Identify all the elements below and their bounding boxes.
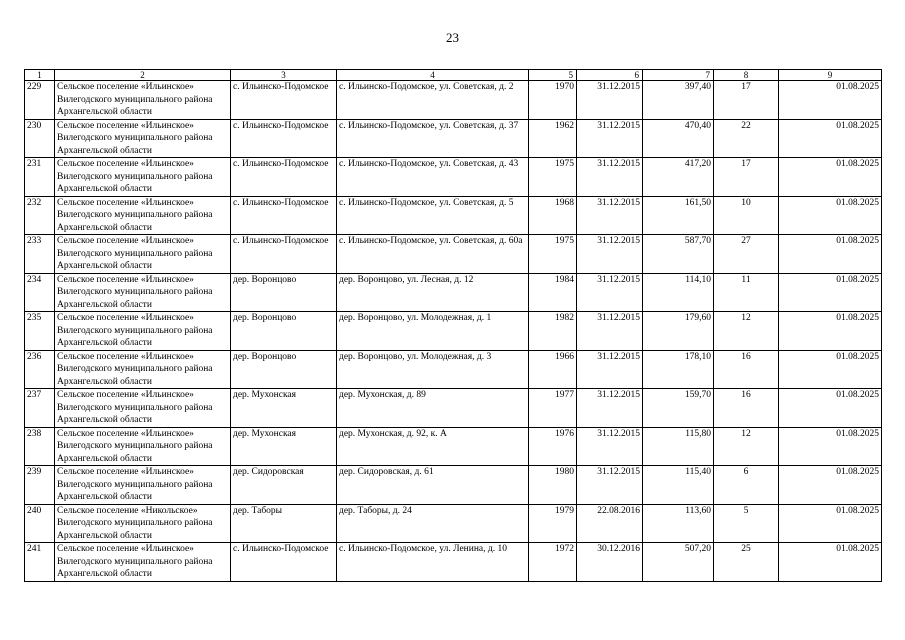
count-cell: 22 xyxy=(714,119,779,158)
address-cell: дер. Воронцово, ул. Лесная, д. 12 xyxy=(337,273,529,312)
address-cell: с. Ильинско-Подомское, ул. Советская, д. 37 xyxy=(337,119,529,158)
locality-cell: дер. Воронцово xyxy=(231,350,337,389)
area-cell: 178,10 xyxy=(643,350,714,389)
address-cell: дер. Мухонская, д. 92, к. А xyxy=(337,427,529,466)
table-row xyxy=(25,196,882,235)
table-row xyxy=(25,427,882,466)
locality-cell: с. Ильинско-Подомское xyxy=(231,81,337,120)
locality-cell: дер. Мухонская xyxy=(231,389,337,428)
date-cell: 30.12.2016 xyxy=(577,543,643,582)
deadline-cell: 01.08.2025 xyxy=(779,466,882,505)
row-number-cell: 236 xyxy=(25,350,55,389)
area-cell: 159,70 xyxy=(643,389,714,428)
deadline-cell: 01.08.2025 xyxy=(779,235,882,274)
table-row xyxy=(25,504,882,543)
table-row xyxy=(25,312,882,351)
year-cell: 1984 xyxy=(529,273,577,312)
row-number-cell: 241 xyxy=(25,543,55,582)
settlement-cell: Сельское поселение «Ильинское» Вилегодского муниципального района Архангельской области xyxy=(55,389,231,428)
count-cell: 11 xyxy=(714,273,779,312)
table-row xyxy=(25,350,882,389)
date-cell: 31.12.2015 xyxy=(577,81,643,120)
locality-cell: с. Ильинско-Подомское xyxy=(231,543,337,582)
locality-cell: с. Ильинско-Подомское xyxy=(231,158,337,197)
area-cell: 113,60 xyxy=(643,504,714,543)
locality-cell: с. Ильинско-Подомское xyxy=(231,119,337,158)
area-cell: 507,20 xyxy=(643,543,714,582)
count-cell: 12 xyxy=(714,427,779,466)
date-cell: 31.12.2015 xyxy=(577,119,643,158)
table-row xyxy=(25,466,882,505)
address-cell: дер. Таборы, д. 24 xyxy=(337,504,529,543)
area-cell: 161,50 xyxy=(643,196,714,235)
date-cell: 31.12.2015 xyxy=(577,273,643,312)
area-cell: 179,60 xyxy=(643,312,714,351)
area-cell: 115,40 xyxy=(643,466,714,505)
settlement-cell: Сельское поселение «Ильинское» Вилегодского муниципального района Архангельской области xyxy=(55,196,231,235)
count-cell: 25 xyxy=(714,543,779,582)
year-cell: 1975 xyxy=(529,235,577,274)
year-cell: 1972 xyxy=(529,543,577,582)
row-number-cell: 231 xyxy=(25,158,55,197)
deadline-cell: 01.08.2025 xyxy=(779,273,882,312)
settlement-cell: Сельское поселение «Никольское» Вилегодского муниципального района Архангельской области xyxy=(55,504,231,543)
locality-cell: с. Ильинско-Подомское xyxy=(231,235,337,274)
settlement-cell: Сельское поселение «Ильинское» Вилегодского муниципального района Архангельской области xyxy=(55,350,231,389)
count-cell: 6 xyxy=(714,466,779,505)
date-cell: 31.12.2015 xyxy=(577,427,643,466)
settlement-cell: Сельское поселение «Ильинское» Вилегодского муниципального района Архангельской области xyxy=(55,119,231,158)
area-cell: 397,40 xyxy=(643,81,714,120)
settlement-cell: Сельское поселение «Ильинское» Вилегодского муниципального района Архангельской области xyxy=(55,273,231,312)
locality-cell: с. Ильинско-Подомское xyxy=(231,196,337,235)
area-cell: 115,80 xyxy=(643,427,714,466)
count-cell: 16 xyxy=(714,389,779,428)
count-cell: 17 xyxy=(714,81,779,120)
row-number-cell: 235 xyxy=(25,312,55,351)
date-cell: 31.12.2015 xyxy=(577,466,643,505)
address-cell: дер. Мухонская, д. 89 xyxy=(337,389,529,428)
table-row xyxy=(25,119,882,158)
date-cell: 31.12.2015 xyxy=(577,235,643,274)
deadline-cell: 01.08.2025 xyxy=(779,196,882,235)
year-cell: 1970 xyxy=(529,81,577,120)
year-cell: 1976 xyxy=(529,427,577,466)
locality-cell: дер. Мухонская xyxy=(231,427,337,466)
date-cell: 31.12.2015 xyxy=(577,350,643,389)
count-cell: 17 xyxy=(714,158,779,197)
row-number-cell: 229 xyxy=(25,81,55,120)
date-cell: 31.12.2015 xyxy=(577,158,643,197)
row-number-cell: 237 xyxy=(25,389,55,428)
address-cell: с. Ильинско-Подомское, ул. Советская, д. 43 xyxy=(337,158,529,197)
settlement-cell: Сельское поселение «Ильинское» Вилегодского муниципального района Архангельской области xyxy=(55,158,231,197)
area-cell: 114,10 xyxy=(643,273,714,312)
table-row xyxy=(25,543,882,582)
address-cell: с. Ильинско-Подомское, ул. Советская, д. 5 xyxy=(337,196,529,235)
count-cell: 10 xyxy=(714,196,779,235)
date-cell: 22.08.2016 xyxy=(577,504,643,543)
settlement-cell: Сельское поселение «Ильинское» Вилегодского муниципального района Архангельской области xyxy=(55,427,231,466)
table-row xyxy=(25,235,882,274)
year-cell: 1975 xyxy=(529,158,577,197)
column-number: 9 xyxy=(779,70,882,81)
table-row xyxy=(25,158,882,197)
address-cell: дер. Сидоровская, д. 61 xyxy=(337,466,529,505)
locality-cell: дер. Сидоровская xyxy=(231,466,337,505)
column-number: 2 xyxy=(55,70,231,81)
area-cell: 587,70 xyxy=(643,235,714,274)
deadline-cell: 01.08.2025 xyxy=(779,81,882,120)
address-cell: дер. Воронцово, ул. Молодежная, д. 1 xyxy=(337,312,529,351)
address-cell: с. Ильинско-Подомское, ул. Ленина, д. 10 xyxy=(337,543,529,582)
deadline-cell: 01.08.2025 xyxy=(779,427,882,466)
settlement-cell: Сельское поселение «Ильинское» Вилегодского муниципального района Архангельской области xyxy=(55,312,231,351)
column-number-row xyxy=(25,70,882,81)
column-number: 1 xyxy=(25,70,55,81)
settlement-cell: Сельское поселение «Ильинское» Вилегодского муниципального района Архангельской области xyxy=(55,466,231,505)
count-cell: 27 xyxy=(714,235,779,274)
row-number-cell: 238 xyxy=(25,427,55,466)
settlement-cell: Сельское поселение «Ильинское» Вилегодского муниципального района Архангельской области xyxy=(55,81,231,120)
column-number: 6 xyxy=(577,70,643,81)
row-number-cell: 230 xyxy=(25,119,55,158)
year-cell: 1980 xyxy=(529,466,577,505)
date-cell: 31.12.2015 xyxy=(577,196,643,235)
year-cell: 1979 xyxy=(529,504,577,543)
column-number: 3 xyxy=(231,70,337,81)
row-number-cell: 239 xyxy=(25,466,55,505)
year-cell: 1968 xyxy=(529,196,577,235)
settlement-cell: Сельское поселение «Ильинское» Вилегодского муниципального района Архангельской области xyxy=(55,543,231,582)
deadline-cell: 01.08.2025 xyxy=(779,350,882,389)
registry-table xyxy=(24,69,882,582)
count-cell: 16 xyxy=(714,350,779,389)
column-number: 7 xyxy=(643,70,714,81)
deadline-cell: 01.08.2025 xyxy=(779,312,882,351)
date-cell: 31.12.2015 xyxy=(577,389,643,428)
date-cell: 31.12.2015 xyxy=(577,312,643,351)
area-cell: 470,40 xyxy=(643,119,714,158)
deadline-cell: 01.08.2025 xyxy=(779,504,882,543)
deadline-cell: 01.08.2025 xyxy=(779,389,882,428)
address-cell: с. Ильинско-Подомское, ул. Советская, д. 2 xyxy=(337,81,529,120)
count-cell: 12 xyxy=(714,312,779,351)
row-number-cell: 233 xyxy=(25,235,55,274)
address-cell: дер. Воронцово, ул. Молодежная, д. 3 xyxy=(337,350,529,389)
table-row xyxy=(25,273,882,312)
deadline-cell: 01.08.2025 xyxy=(779,158,882,197)
table-row xyxy=(25,81,882,120)
row-number-cell: 232 xyxy=(25,196,55,235)
page-number: 23 xyxy=(446,30,459,45)
deadline-cell: 01.08.2025 xyxy=(779,119,882,158)
deadline-cell: 01.08.2025 xyxy=(779,543,882,582)
area-cell: 417,20 xyxy=(643,158,714,197)
count-cell: 5 xyxy=(714,504,779,543)
row-number-cell: 240 xyxy=(25,504,55,543)
locality-cell: дер. Воронцово xyxy=(231,312,337,351)
settlement-cell: Сельское поселение «Ильинское» Вилегодского муниципального района Архангельской области xyxy=(55,235,231,274)
locality-cell: дер. Воронцово xyxy=(231,273,337,312)
year-cell: 1966 xyxy=(529,350,577,389)
table-row xyxy=(25,389,882,428)
year-cell: 1962 xyxy=(529,119,577,158)
locality-cell: дер. Таборы xyxy=(231,504,337,543)
row-number-cell: 234 xyxy=(25,273,55,312)
year-cell: 1977 xyxy=(529,389,577,428)
column-number: 4 xyxy=(337,70,529,81)
year-cell: 1982 xyxy=(529,312,577,351)
column-number: 8 xyxy=(714,70,779,81)
column-number: 5 xyxy=(529,70,577,81)
address-cell: с. Ильинско-Подомское, ул. Советская, д. 60а xyxy=(337,235,529,274)
